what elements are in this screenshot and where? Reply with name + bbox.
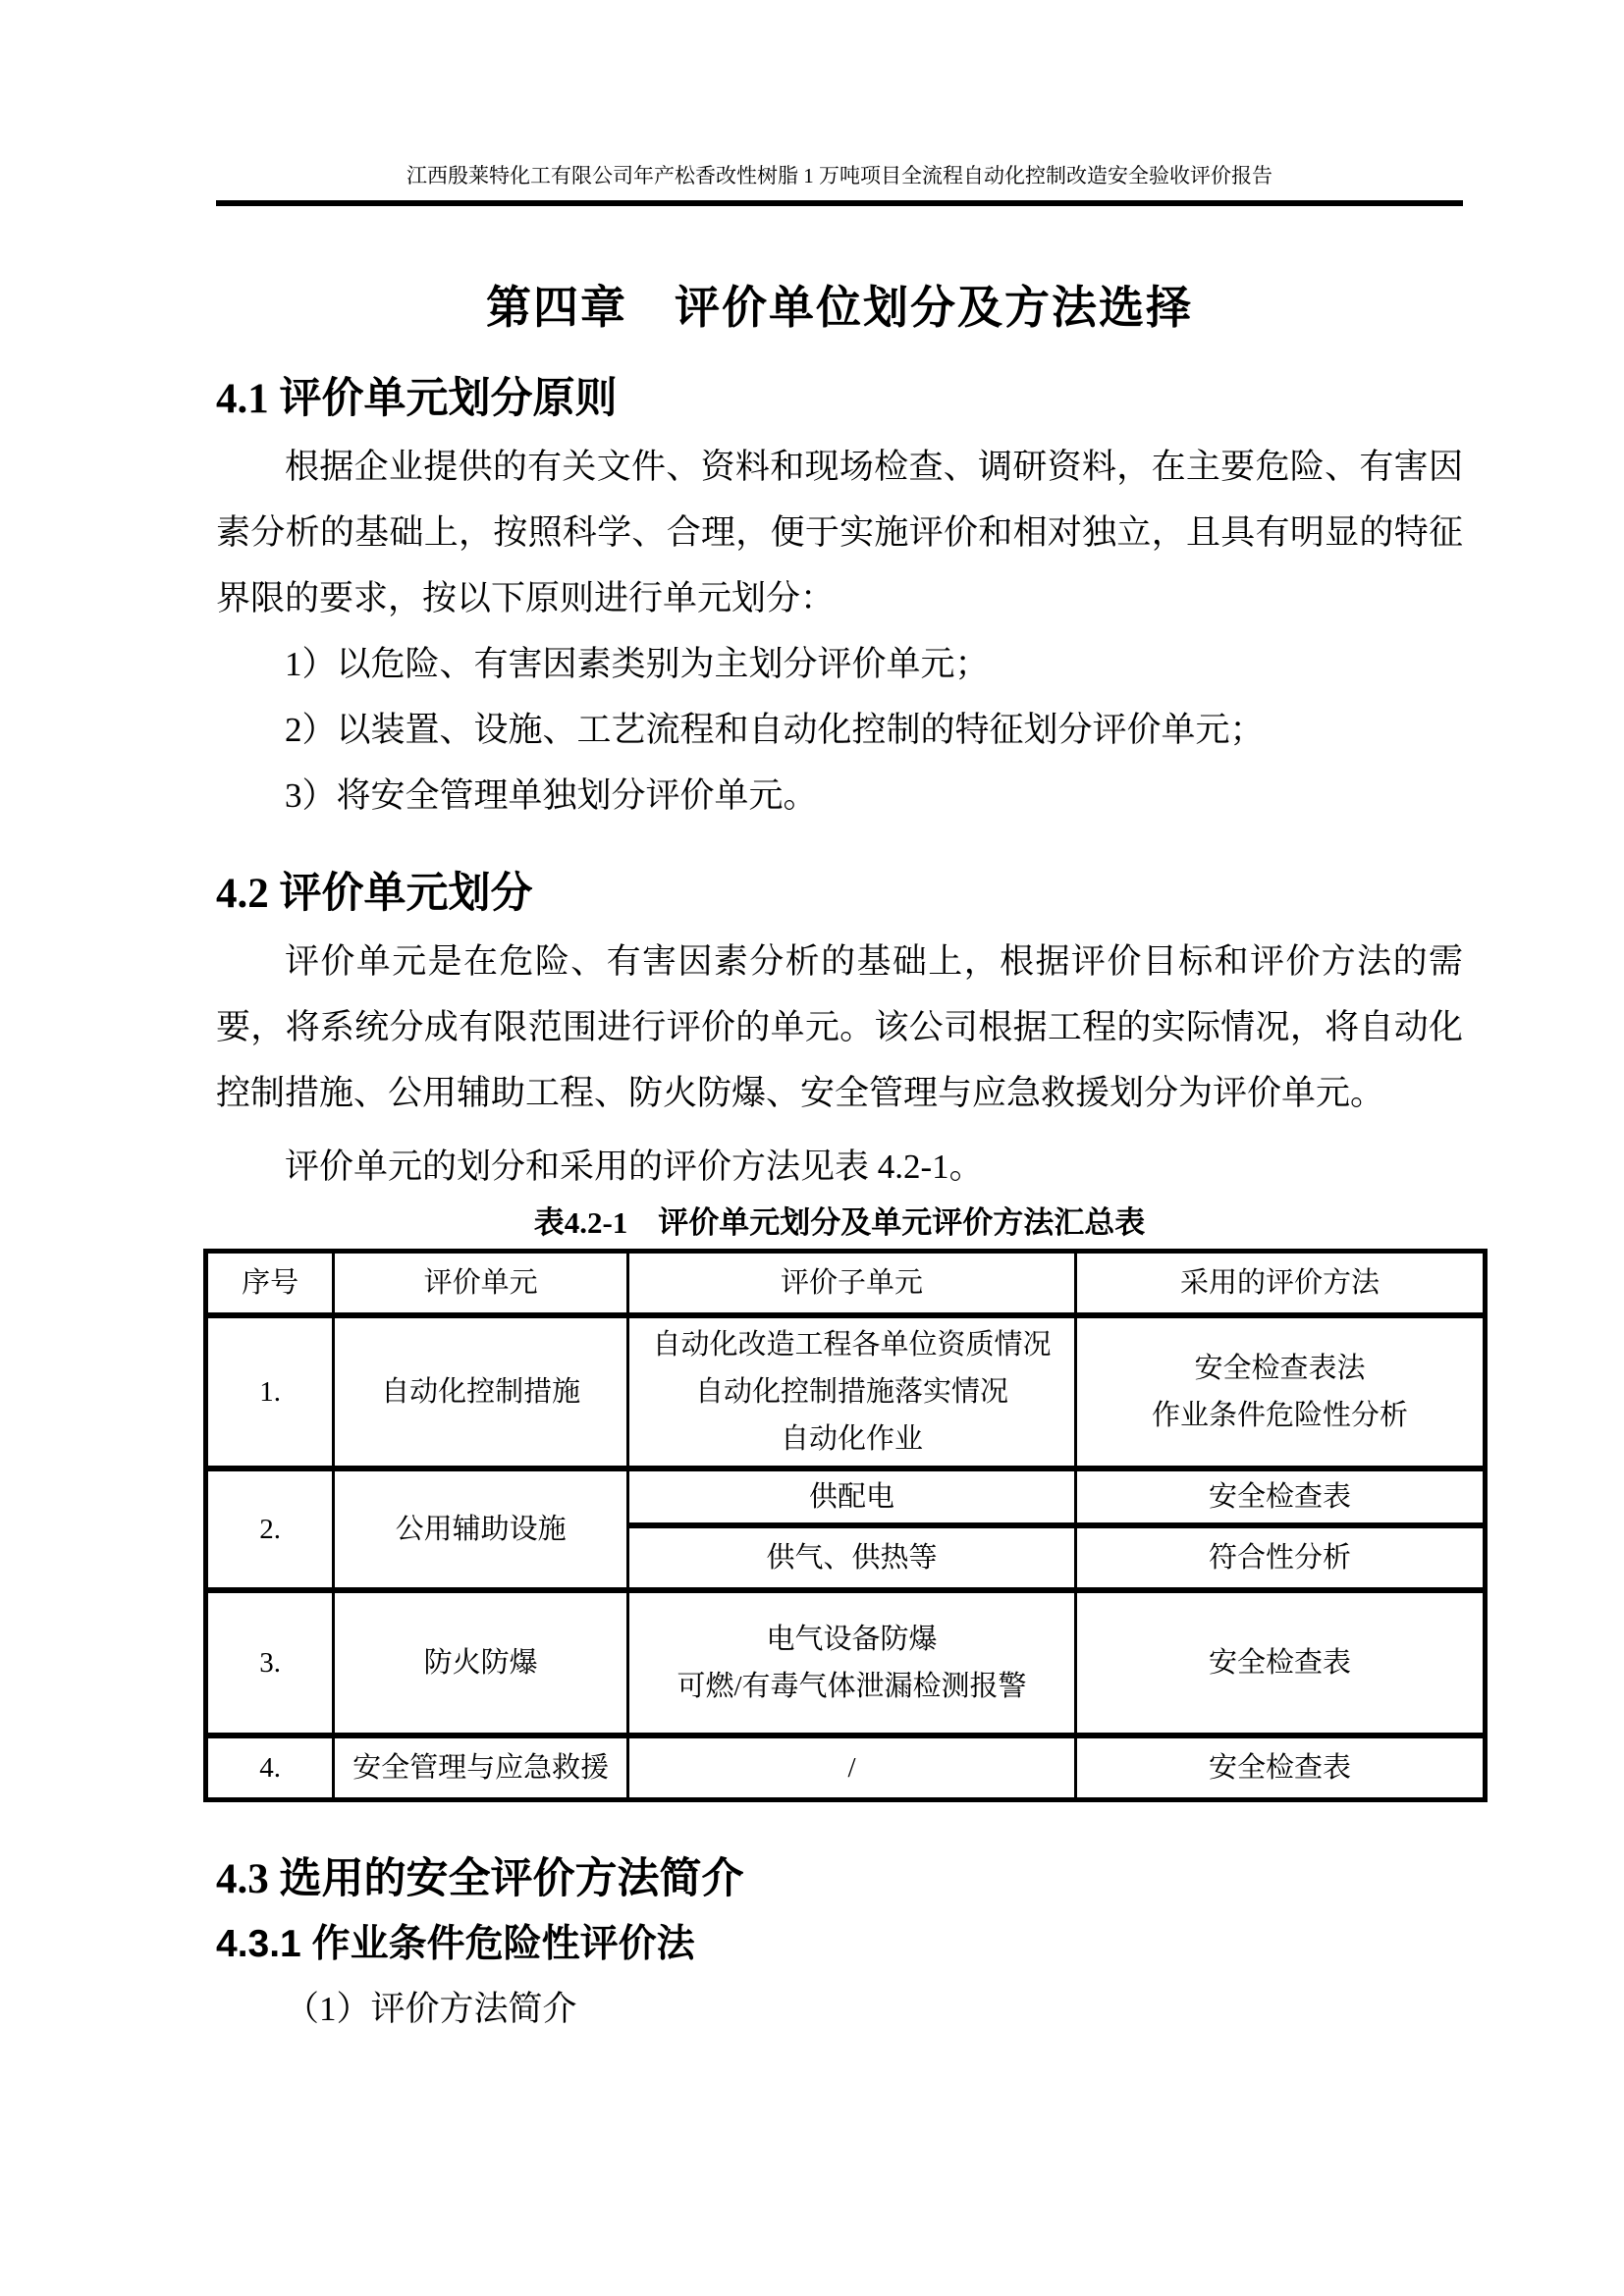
row4-method: 安全检查表 — [1076, 1735, 1486, 1800]
page-content — [216, 155, 1463, 2034]
row2a-method: 安全检查表 — [1076, 1468, 1486, 1525]
evaluation-unit-table — [203, 1249, 1488, 1802]
running-header — [216, 155, 1463, 206]
table-header-row — [206, 1252, 1486, 1316]
row3-subunits — [627, 1590, 1075, 1735]
row1-subunits — [627, 1315, 1075, 1468]
section-431-heading: 4.3.1 作业条件危险性评价法 — [216, 1923, 695, 1965]
section-431-paragraph: （1）评价方法简介 — [285, 1990, 577, 2028]
table-row-4 — [206, 1735, 1486, 1800]
section-42-paragraph-2: 评价单元的划分和采用的评价方法见表 4.2-1。 — [285, 1148, 984, 1186]
section-42-paragraph-1: 评价单元是在危险、有害因素分析的基础上，根据评价目标和评价方法的需要，将系统分成有限范围进行评价的单元。该公司根据工程的实际情况，将自动化控制措施、公用辅助工程、防火防爆、安全管理与应急救援划分为评价单元。 — [216, 942, 1463, 1112]
section-41-heading: 4.1 评价单元划分原则 — [216, 376, 618, 422]
table-row-2a — [206, 1468, 1486, 1525]
row3-no: 3. — [206, 1590, 334, 1735]
col-header-subunit: 评价子单元 — [627, 1252, 1075, 1316]
row1-method-line-2: 作业条件危险性分析 — [1152, 1400, 1409, 1431]
row1-no: 1. — [206, 1315, 334, 1468]
row4-subunit: / — [627, 1735, 1075, 1800]
row2-unit: 公用辅助设施 — [334, 1468, 628, 1590]
col-header-unit: 评价单元 — [334, 1252, 628, 1316]
row3-subunit-line-1: 电气设备防爆 — [766, 1624, 938, 1655]
row3-subunit-line-2: 可燃/有毒气体泄漏检测报警 — [677, 1671, 1027, 1702]
table-container — [203, 1249, 1488, 1802]
row1-subunit-line-2: 自动化控制措施落实情况 — [695, 1376, 1009, 1408]
row2b-method: 符合性分析 — [1076, 1525, 1486, 1590]
col-header-no: 序号 — [206, 1252, 334, 1316]
section-41-paragraph: 根据企业提供的有关文件、资料和现场检查、调研资料，在主要危险、有害因素分析的基础上，按照科学、合理，便于实施评价和相对独立，且具有明显的特征界限的要求，按以下原则进行单元划分： — [216, 448, 1463, 617]
section-43-heading: 4.3 选用的安全评价方法简介 — [216, 1856, 744, 1902]
row2b-subunit: 供气、供热等 — [627, 1525, 1075, 1590]
row1-methods — [1076, 1315, 1486, 1468]
row1-method-line-1: 安全检查表法 — [1194, 1353, 1366, 1384]
list-item-3: 3）将安全管理单独划分评价单元。 — [285, 776, 818, 815]
row1-subunit-line-3: 自动化作业 — [781, 1423, 924, 1455]
table-row-3 — [206, 1590, 1486, 1735]
row4-unit: 安全管理与应急救援 — [334, 1735, 628, 1800]
row3-unit: 防火防爆 — [334, 1590, 628, 1735]
chapter-title: 第四章 评价单位划分及方法选择 — [486, 282, 1193, 333]
table-caption: 表4.2-1 评价单元划分及单元评价方法汇总表 — [533, 1205, 1146, 1240]
list-item-1: 1）以危险、有害因素类别为主划分评价单元； — [285, 645, 990, 683]
section-42-heading: 4.2 评价单元划分 — [216, 871, 533, 917]
row1-subunit-line-1: 自动化改造工程各单位资质情况 — [652, 1329, 1052, 1361]
row2a-subunit: 供配电 — [627, 1468, 1075, 1525]
row3-method: 安全检查表 — [1076, 1590, 1486, 1735]
list-item-2: 2）以装置、设施、工艺流程和自动化控制的特征划分评价单元； — [285, 711, 1265, 749]
running-header-title: 江西殷莱特化工有限公司年产松香改性树脂 1 万吨项目全流程自动化控制改造安全验收评价报告 — [406, 164, 1272, 187]
col-header-method: 采用的评价方法 — [1076, 1252, 1486, 1316]
row2-no: 2. — [206, 1468, 334, 1590]
table-row-1 — [206, 1315, 1486, 1468]
row4-no: 4. — [206, 1735, 334, 1800]
row1-unit: 自动化控制措施 — [334, 1315, 628, 1468]
